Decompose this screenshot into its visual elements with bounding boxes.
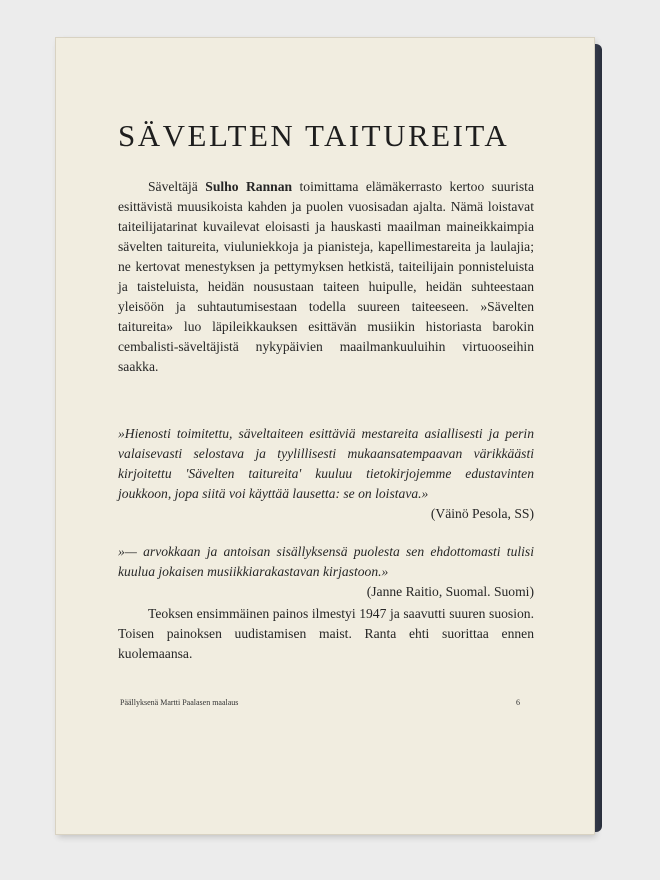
- author-name: Sulho Rannan: [205, 179, 293, 194]
- review-quote-1: [118, 424, 534, 524]
- series-number: 6: [516, 698, 520, 707]
- book-title: SÄVELTEN TAITUREITA: [118, 118, 510, 153]
- quote-1-text: »Hienosti toimitettu, säveltaiteen esittäviä mestareita asiallisesti ja perin valaisevasti selostava ja tyylillisesti mukaansatempaavan värikkäästi kirjoitettu 'Sävelten taitureita' kuuluu tietokirjojemme edustavinten joukkoon, jopa siitä voi käyttää lausetta: se on loistava.»: [118, 426, 534, 501]
- intro-paragraph: [118, 177, 534, 377]
- quote-2-text: »— arvokkaan ja antoisan sisällyksensä puolesta sen ehdottomasti tulisi kuulua jokaisen musiikkiarakastavan kirjastoon.»: [118, 544, 534, 579]
- quote-2-source: (Janne Raitio, Suomal. Suomi): [366, 584, 534, 599]
- edition-note-text: Teoksen ensimmäinen painos ilmestyi 1947 ja saavutti suuren suosion. Toisen painoksen uudistamisen maist. Ranta ehti suorittaa ennen kuolemaansa.: [118, 606, 534, 661]
- quote-1-source: (Väinö Pesola, SS): [430, 506, 534, 521]
- cover-credit: Päällyksenä Martti Paalasen maalaus: [120, 698, 239, 707]
- review-quote-2: [118, 542, 534, 602]
- intro-lead: Säveltäjä: [148, 179, 206, 194]
- intro-text: toimittama elämäkerrasto kertoo suurista esittävistä muusikoista kahden ja puolen vuosisadan ajalta. Nämä loistavat taiteilijatarinat kuvailevat eloisasti ja hauskasti maailman maineikkaimpia sävelten taitureita, viuluniekkoja ja pianisteja, kapellimestareita ja laulajia; ne kertovat menestyksen ja pettymyksen hetkistä, taiteilijain ponnisteluista ja taisteluista, heidän nousustaan taiteen huipulle, heidän suhteestaan yleisöön ja suhtautumisestaan todella suureen taiteeseen. »Sävelten taitureita» luo läpileikkauksen esittävän musiikin historiasta barokin cembalisti-säveltäjistä nykypäivien maailmankuuluihin virtuooseihin saakka.: [118, 179, 534, 374]
- edition-note: [118, 604, 534, 664]
- cover-footer: [120, 698, 520, 707]
